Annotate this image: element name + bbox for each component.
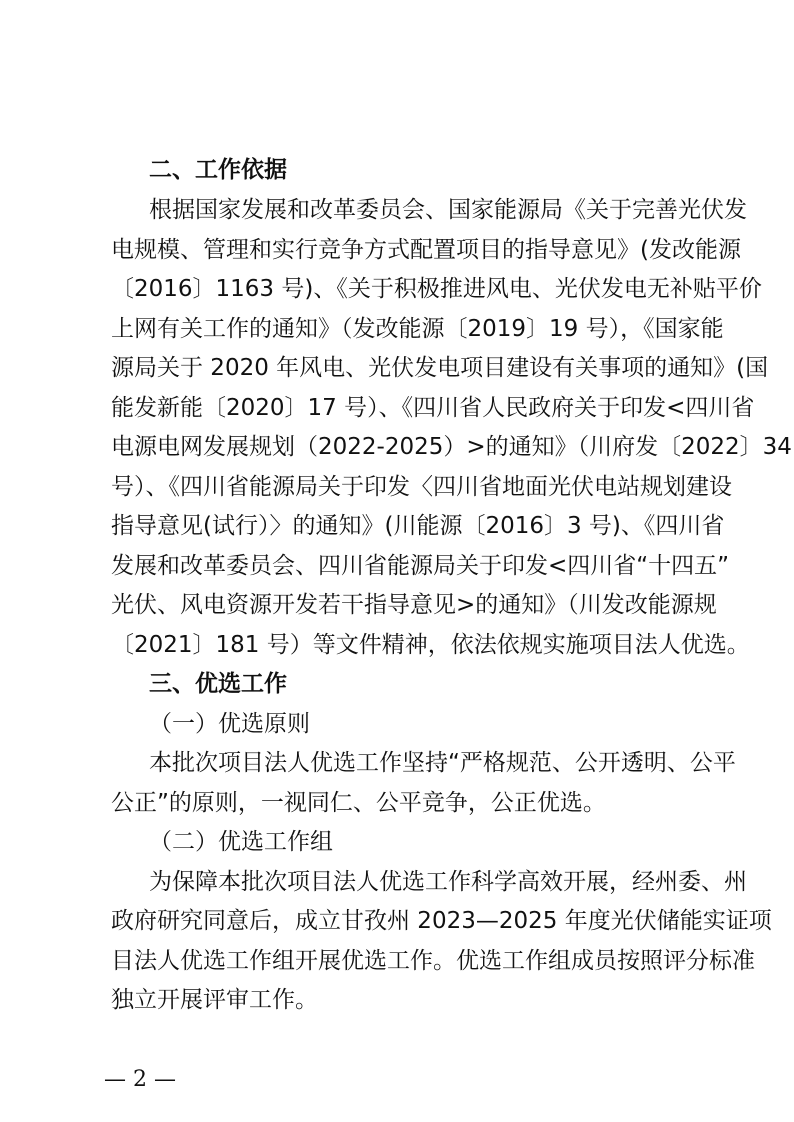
paragraph-line: 政府研究同意后，成立甘孜州 2023—2025 年度光伏储能实证项: [111, 908, 772, 934]
subsection-heading-principle: （一）优选原则: [149, 711, 310, 737]
paragraph-line: 电规模、管理和实行竞争方式配置项目的指导意见》(发改能源: [111, 237, 741, 263]
paragraph-line: 目法人优选工作组开展优选工作。优选工作组成员按照评分标准: [111, 948, 755, 974]
section-heading-basis: 二、工作依据: [149, 157, 287, 183]
paragraph-line: 光伏、风电资源开发若干指导意见>的通知》（川发改能源规: [111, 592, 717, 618]
paragraph-line: 号）、《四川省能源局关于印发〈四川省地面光伏电站规划建设: [111, 474, 732, 500]
subsection-heading-group: （二）优选工作组: [149, 829, 333, 855]
paragraph-line: 源局关于 2020 年风电、光伏发电项目建设有关事项的通知》(国: [111, 355, 769, 381]
section-heading-selection: 三、优选工作: [149, 671, 287, 697]
paragraph-line: 能发新能〔2020〕17 号）、《四川省人民政府关于印发<四川省: [111, 395, 755, 421]
paragraph-line-last: 独立开展评审工作。: [111, 987, 318, 1013]
paragraph-line: 〔2016〕1163 号)、《关于积极推进风电、光伏发电无补贴平价: [111, 276, 762, 302]
paragraph-line: 为保障本批次项目法人优选工作科学高效开展，经州委、州: [149, 869, 747, 895]
paragraph-line-last: 公正”的原则，一视同仁、公平竞争，公正优选。: [111, 790, 606, 816]
paragraph-line: 本批次项目法人优选工作坚持“严格规范、公开透明、公平: [149, 750, 736, 776]
paragraph-line: 上网有关工作的通知》（发改能源〔2019〕19 号），《国家能: [111, 316, 724, 342]
paragraph-line: 电源电网发展规划（2022-2025）>的通知》（川府发〔2022〕34: [111, 434, 792, 460]
paragraph-line: 发展和改革委员会、四川省能源局关于印发<四川省“十四五”: [111, 553, 730, 579]
paragraph-line: 指导意见(试行）〉的通知》(川能源〔2016〕3 号)、《四川省: [111, 513, 725, 539]
page-number: — 2 —: [104, 1067, 176, 1092]
paragraph-line-last: 〔2021〕181 号）等文件精神，依法依规实施项目法人优选。: [111, 632, 750, 658]
paragraph-line: 根据国家发展和改革委员会、国家能源局《关于完善光伏发: [149, 197, 747, 223]
